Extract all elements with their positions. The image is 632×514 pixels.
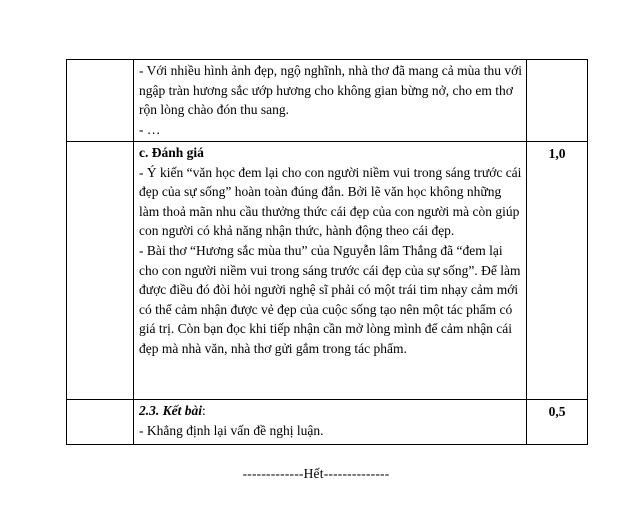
content-cell	[134, 400, 527, 445]
content-cell	[134, 60, 527, 142]
heading-colon: :	[202, 403, 206, 418]
section-heading: c. Đánh giá	[139, 145, 204, 160]
content-line: - Ý kiến “văn học đem lại cho con người niềm vui trong sáng trước cái đẹp của sự sống” hoàn toàn đúng đắn. Bởi lẽ văn học không những làm thoả mãn nhu cầu thưởng thức cái đẹp của con người mà còn giúp con người có khả năng nhận thức, hành động theo cái đẹp.	[139, 164, 522, 239]
content-line: - Khẳng định lại vấn đề nghị luận.	[139, 422, 324, 438]
table-row	[67, 60, 588, 142]
empty-cell	[67, 60, 134, 142]
score-cell	[527, 60, 588, 142]
content-cell	[134, 142, 527, 400]
empty-cell	[67, 142, 134, 400]
table-row	[67, 142, 588, 400]
content-line: - Bài thơ “Hương sắc mùa thu” của Nguyễn lâm Thắng đã “đem lại cho con người niềm vui trong sáng trước cái đẹp của sự sống”. Để làm được điều đó đòi hỏi người nghệ sĩ phải có một trái tim nhạy cảm mới có thể cảm nhận được vẻ đẹp của cuộc sống tạo nên một tác phẩm có giá trị. Còn bạn đọc khi tiếp nhận cần mở lòng mình để cảm nhận cái đẹp mà nhà văn, nhà thơ gửi gắm trong tác phẩm.	[139, 242, 521, 356]
end-marker: -------------Hết--------------	[242, 466, 390, 481]
content-line: - …	[139, 121, 161, 137]
score-value	[527, 60, 587, 64]
score-cell	[527, 400, 588, 445]
answer-table	[66, 59, 588, 445]
content-line: - Với nhiều hình ảnh đẹp, ngộ nghĩnh, nhà thơ đã mang cả mùa thu với ngập tràn hương sắc ướp hương cho không gian bừng nở, cho em thơ rộn lòng chào đón thu sang.	[139, 63, 522, 118]
table-row	[67, 400, 588, 445]
score-cell	[527, 142, 588, 400]
score-value: 0,5	[548, 404, 566, 419]
section-heading: 2.3. Kết bài	[139, 403, 202, 418]
empty-cell	[67, 400, 134, 445]
score-value: 1,0	[548, 146, 566, 161]
